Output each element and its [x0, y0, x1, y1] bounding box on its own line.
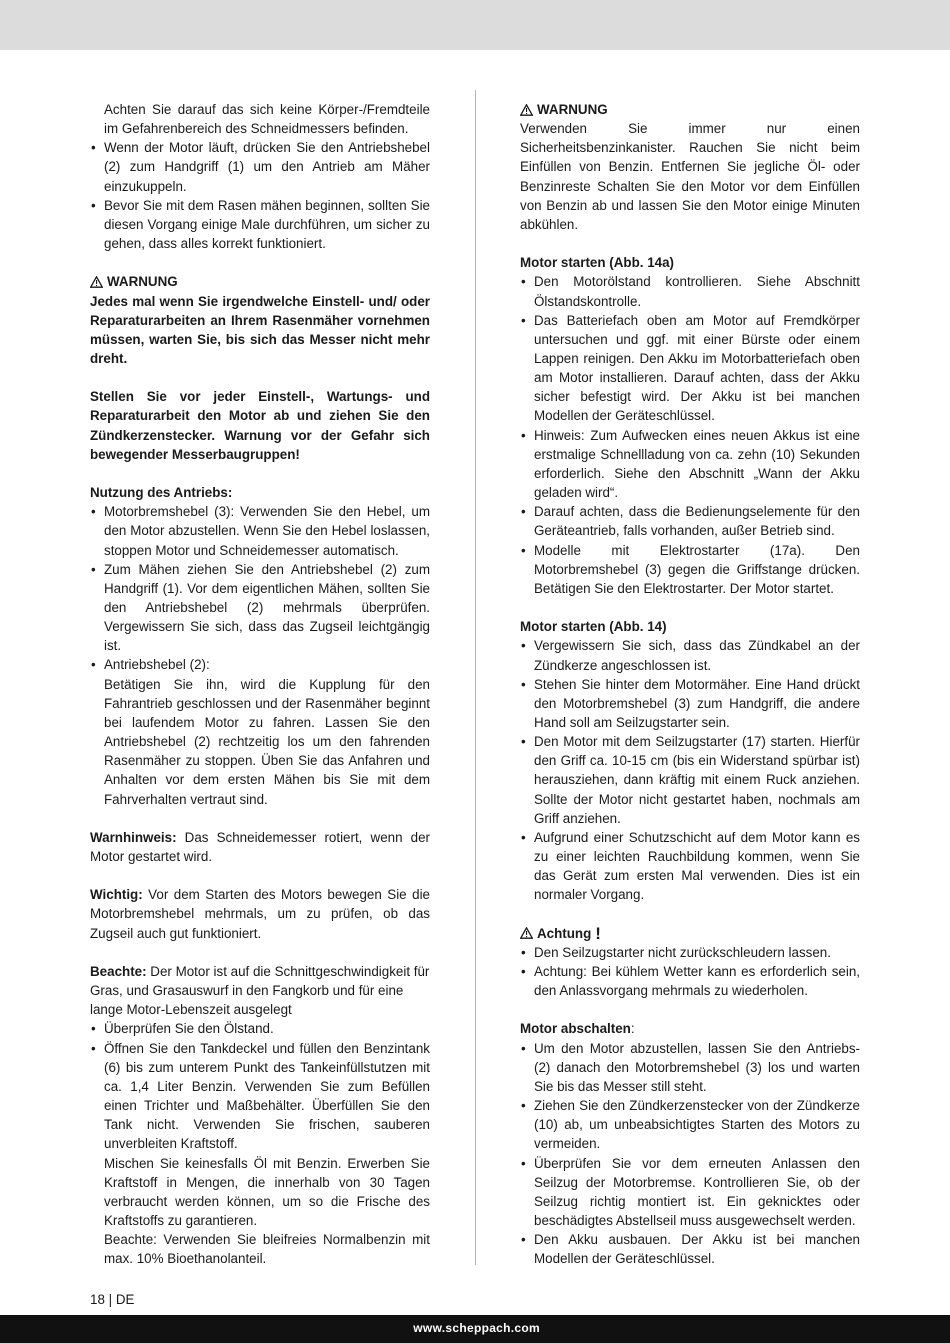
list-item: • Darauf achten, dass die Bedienungselemente für den Geräteantrieb, falls vorhanden, außer Betrieb sind.	[520, 502, 860, 540]
section-heading: Nutzung des Antriebs:	[90, 485, 233, 501]
caution-label: Achtung	[537, 925, 592, 941]
list-item: • Aufgrund einer Schutzschicht auf dem Motor kann es zu einer leichten Rauchbildung kommen, wenn Sie das Gerät zum ersten Mal verwenden. Dies ist ein normaler Vorgang.	[520, 828, 860, 905]
list-item-text: • Öffnen Sie den Tankdeckel und füllen den Benzintank (6) bis zum unterem Punkt des Tankeinfüllstutzen mit ca. 1,4 Liter Benzin. Verwenden Sie zum Befüllen einen Trichter und Maßbehälter. Überfüllen Sie den Tank nicht. Verwenden Sie frischen, sauberen unverbleiten Kraftstoff.	[104, 1040, 430, 1152]
list-item: • Motorbremshebel (3): Verwenden Sie den Hebel, um den Motor abzustellen. Wenn Sie den Hebel loslassen, stoppen Motor und Schneidemesser automatisch.	[90, 502, 430, 559]
list-item: • Überprüfen Sie vor dem erneuten Anlassen den Seilzug der Motorbremse. Kontrollieren Sie, ob der Seilzug richtig montiert ist. Ein geknicktes oder beschädigtes Abstellseil muss ausgewechselt werden.	[520, 1154, 860, 1231]
note-label: Beachte:	[90, 963, 147, 979]
bullet-list	[90, 138, 430, 253]
list-item: • Ziehen Sie den Zündkerzenstecker von der Zündkerze (10) ab, um unbeabsichtigtes Starten des Motors zu vermeiden.	[520, 1096, 860, 1153]
note-text: Der Motor ist auf die Schnittgeschwindigkeit für Gras, und Grasauswurf in den Fangkorb und für eine lange Motor-Lebenszeit ausgelegt	[90, 963, 430, 1018]
hint-paragraph	[90, 828, 430, 866]
column-divider	[475, 90, 476, 1265]
important-label: Wichtig:	[90, 887, 143, 903]
list-item: • Achtung: Bei kühlem Wetter kann es erforderlich sein, den Anlassvorgang mehrmals zu wiederholen.	[520, 962, 860, 1000]
list-item: • Modelle mit Elektrostarter (17a). Den Motorbremshebel (3) gegen die Griffstange drücken. Betätigen Sie den Elektrostarter. Der Motor startet.	[520, 541, 860, 598]
warning-triangle-icon	[520, 104, 533, 116]
list-item: • Den Akku ausbauen. Der Akku ist bei manchen Modellen der Geräteschlüssel.	[520, 1230, 860, 1268]
website-url: www.scheppach.com	[413, 1321, 540, 1335]
important-text: Vor dem Starten des Motors bewegen Sie die Motorbremshebel mehrmals, um zu prüfen, ob das Zugseil auch gut funktioniert.	[90, 887, 430, 941]
warning-triangle-icon	[90, 276, 103, 288]
heading-colon: :	[630, 1021, 635, 1037]
page-number: 18 | DE	[90, 1292, 135, 1307]
section-heading: Motor starten (Abb. 14a)	[520, 255, 675, 271]
list-item: • Den Motor mit dem Seilzugstarter (17) starten. Hierfür den Griff ca. 10-15 cm (bis ein Widerstand spürbar ist) herausziehen, dann kräftig mit einem Ruck anziehen. Sollte der Motor nicht gestartet haben, nochmals am Griff anziehen.	[520, 732, 860, 828]
bullet-list	[90, 502, 430, 809]
list-item: • Überprüfen Sie den Ölstand.	[90, 1019, 430, 1038]
hint-text: Das Schneidemesser rotiert, wenn der Motor gestartet wird.	[90, 829, 430, 865]
warning-triangle-icon	[520, 927, 533, 939]
warning-text: Verwenden Sie immer nur einen Sicherheitsbenzinkanister. Rauchen Sie nicht beim Einfüllen von Benzin. Entfernen Sie jegliche Öl- oder Benzinreste Schalten Sie den Motor vor dem Einfüllen von Benzin ab und lassen Sie den Motor einige Minuten abkühlen.	[520, 121, 860, 232]
list-item	[90, 655, 430, 808]
left-column	[90, 100, 430, 1268]
warning-text: Jedes mal wenn Sie irgendwelche Einstell- und/ oder Reparaturarbeiten an Ihrem Rasenmäher vornehmen müssen, warten Sie, bis sich das Messer nicht mehr dreht.	[90, 293, 430, 367]
list-item-text: Mischen Sie keinesfalls Öl mit Benzin. Erwerben Sie Kraftstoff in Mengen, die innerhalb von 30 Tagen verbraucht werden können, um so die Frische des Kraftstoffs zu garantieren.	[104, 1155, 430, 1228]
warning-heading	[520, 100, 860, 119]
header-band	[0, 0, 950, 50]
list-item-heading: • Antriebshebel (2):	[104, 657, 210, 673]
caution-mark: !	[595, 923, 601, 943]
safety-instruction: Stellen Sie vor jeder Einstell-, Wartungs- und Reparaturarbeit den Motor ab und ziehen Sie den Zündkerzenstecker. Warnung vor der Gefahr sich bewegender Messerbaugruppen!	[90, 389, 430, 462]
list-item: • Bevor Sie mit dem Rasen mähen beginnen, sollten Sie diesen Vorgang einige Male durchführen, um sicher zu gehen, dass alles korrekt funktioniert.	[90, 196, 430, 253]
continuation-text: Achten Sie darauf das sich keine Körper-/Fremdteile im Gefahrenbereich des Schneidmessers befinden.	[104, 102, 430, 137]
list-item-text: Betätigen Sie ihn, wird die Kupplung für den Fahrantrieb geschlossen und der Rasenmäher beginnt bei laufendem Motor zu fahren. Lassen Sie den Antriebshebel (2) rechtzeitig los um den fahrenden Rasenmäher zu stoppen. Üben Sie das Anfahren und Anhalten vor dem ersten Mähen bis Sie mit dem Fahrverhalten vertraut sind.	[104, 676, 430, 807]
list-item: • Hinweis: Zum Aufwecken eines neuen Akkus ist eine erstmalige Schnellladung von ca. zehn (10) Sekunden erforderlich. Siehe den Abschnitt „Wann der Akku geladen wird“.	[520, 426, 860, 503]
section-heading: Motor abschalten	[520, 1021, 631, 1037]
warning-label: WARNUNG	[537, 102, 608, 117]
section-heading-line	[520, 1019, 860, 1038]
bullet-list	[520, 943, 860, 1000]
footer-band	[0, 1315, 950, 1343]
list-item: • Wenn der Motor läuft, drücken Sie den Antriebshebel (2) zum Handgriff (1) um den Antrieb am Mäher einzukuppeln.	[90, 138, 430, 195]
warning-heading	[90, 272, 430, 291]
list-item	[90, 1039, 430, 1269]
bullet-list	[520, 636, 860, 904]
list-item: • Den Seilzugstarter nicht zurückschleudern lassen.	[520, 943, 860, 962]
hint-label: Warnhinweis:	[90, 829, 177, 845]
list-item: • Um den Motor abzustellen, lassen Sie den Antriebs- (2) danach den Motorbremshebel (3) los und warten Sie bis das Messer still steht.	[520, 1039, 860, 1096]
section-heading: Motor starten (Abb. 14)	[520, 619, 667, 635]
caution-heading	[520, 924, 860, 943]
list-item: • Stehen Sie hinter dem Motormäher. Eine Hand drückt den Motorbremshebel (3) zum Handgriff, die andere Hand soll am Seilzugstarter sein.	[520, 675, 860, 732]
list-item: • Vergewissern Sie sich, dass das Zündkabel an der Zündkerze angeschlossen ist.	[520, 636, 860, 674]
note-paragraph	[90, 962, 430, 1019]
list-item-text: Beachte: Verwenden Sie bleifreies Normalbenzin mit max. 10% Bioethanolanteil.	[104, 1232, 430, 1267]
right-column	[520, 100, 860, 1268]
list-item: • Das Batteriefach oben am Motor auf Fremdkörper untersuchen und ggf. mit einer Bürste oder einem Lappen reinigen. Den Akku im Motorbatteriefach oben am Motor installieren. Darauf achten, dass der Akku sicher befestigt wird. Der Akku ist bei manchen Modellen der Geräteschlüssel.	[520, 311, 860, 426]
bullet-list	[520, 1039, 860, 1269]
warning-label: WARNUNG	[107, 274, 178, 290]
list-item: • Den Motorölstand kontrollieren. Siehe Abschnitt Ölstandskontrolle.	[520, 272, 860, 310]
important-paragraph	[90, 885, 430, 942]
bullet-list	[90, 1019, 430, 1268]
list-item: • Zum Mähen ziehen Sie den Antriebshebel (2) zum Handgriff (1). Vor dem eigentlichen Mähen, sollten Sie den Antriebshebel (2) mehrmals überprüfen. Vergewissern Sie sich, dass das Zugseil leichtgängig ist.	[90, 560, 430, 656]
bullet-list	[520, 272, 860, 598]
